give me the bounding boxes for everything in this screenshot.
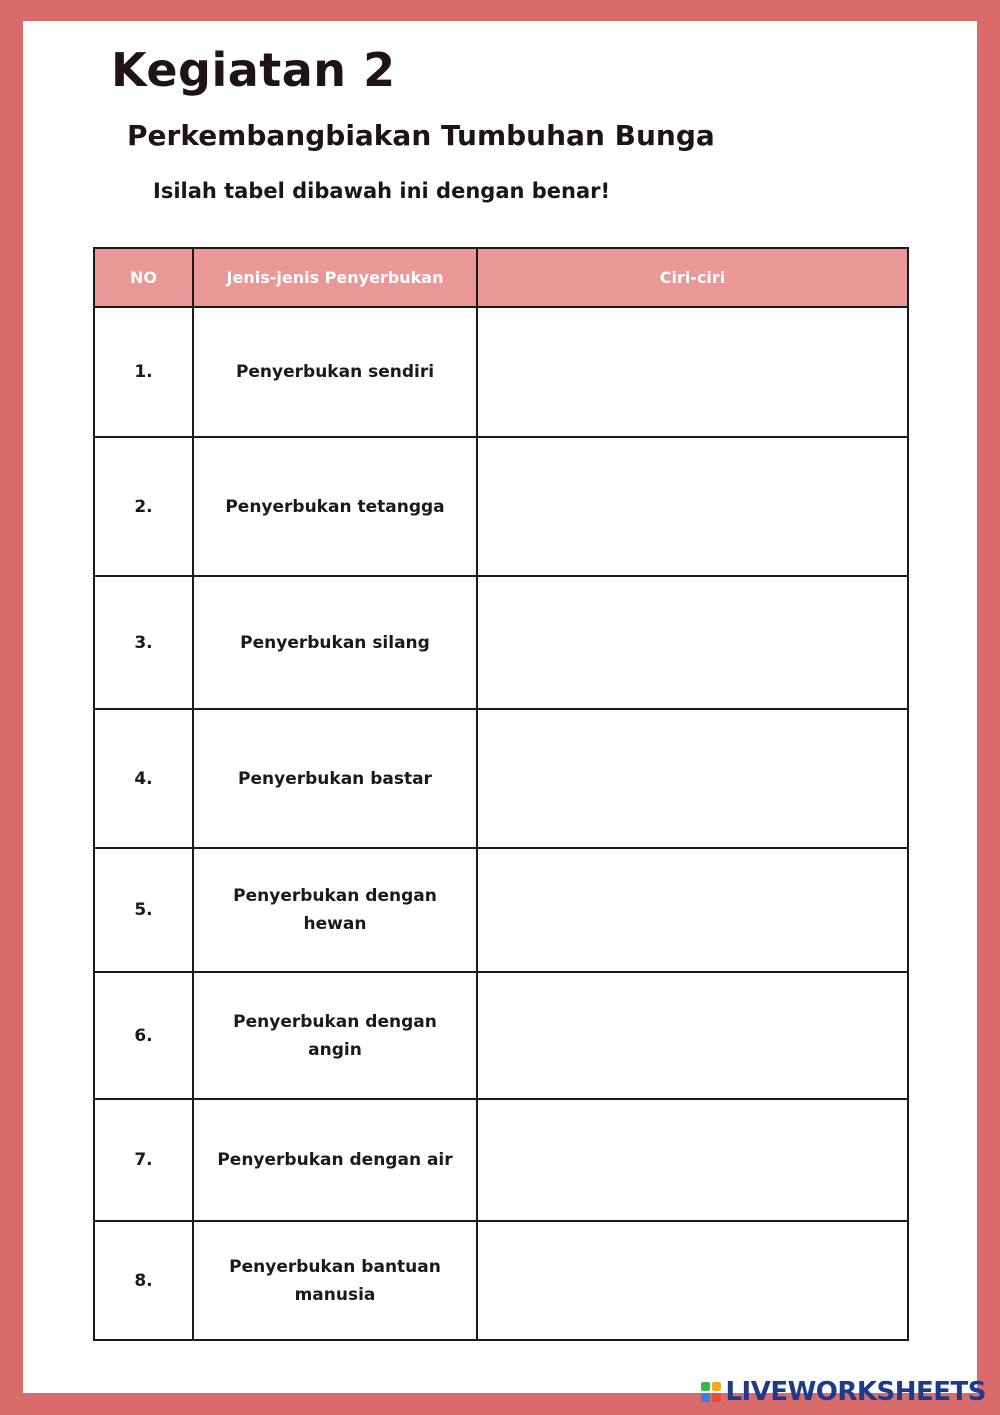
liveworksheets-logo[interactable]	[701, 1377, 986, 1407]
answer-cell[interactable]	[477, 437, 908, 576]
answer-cell[interactable]	[477, 848, 908, 972]
row-type: Penyerbukan dengan hewan	[193, 848, 477, 972]
page-subtitle: Perkembangbiakan Tumbuhan Bunga	[127, 119, 715, 152]
answer-cell[interactable]	[477, 972, 908, 1099]
table-row	[94, 972, 908, 1099]
row-number: 5.	[94, 848, 193, 972]
table-row	[94, 848, 908, 972]
header-no: NO	[94, 248, 193, 307]
row-type: Penyerbukan bantuan manusia	[193, 1221, 477, 1340]
pollination-table	[93, 247, 909, 1341]
table-row	[94, 709, 908, 848]
liveworksheets-logo-icon	[701, 1382, 721, 1402]
instruction-text: Isilah tabel dibawah ini dengan benar!	[153, 179, 611, 203]
answer-cell[interactable]	[477, 709, 908, 848]
row-type: Penyerbukan sendiri	[193, 307, 477, 437]
logo-square-icon	[712, 1393, 721, 1402]
row-type: Penyerbukan silang	[193, 576, 477, 709]
logo-square-icon	[701, 1382, 710, 1391]
table-row	[94, 1099, 908, 1221]
table-row	[94, 307, 908, 437]
answer-cell[interactable]	[477, 576, 908, 709]
row-number: 1.	[94, 307, 193, 437]
row-number: 7.	[94, 1099, 193, 1221]
logo-text: LIVEWORKSHEETS	[725, 1377, 986, 1407]
row-number: 6.	[94, 972, 193, 1099]
answer-cell[interactable]	[477, 1221, 908, 1340]
row-type: Penyerbukan tetangga	[193, 437, 477, 576]
table-row	[94, 1221, 908, 1340]
answer-cell[interactable]	[477, 1099, 908, 1221]
table-row	[94, 437, 908, 576]
row-number: 8.	[94, 1221, 193, 1340]
row-number: 2.	[94, 437, 193, 576]
row-type: Penyerbukan bastar	[193, 709, 477, 848]
logo-square-icon	[712, 1382, 721, 1391]
logo-square-icon	[701, 1393, 710, 1402]
row-type: Penyerbukan dengan angin	[193, 972, 477, 1099]
row-type: Penyerbukan dengan air	[193, 1099, 477, 1221]
row-number: 3.	[94, 576, 193, 709]
row-number: 4.	[94, 709, 193, 848]
header-jenis: Jenis-jenis Penyerbukan	[193, 248, 477, 307]
worksheet-page	[23, 21, 977, 1393]
header-ciri: Ciri-ciri	[477, 248, 908, 307]
table-header-row	[94, 248, 908, 307]
answer-cell[interactable]	[477, 307, 908, 437]
page-title: Kegiatan 2	[111, 43, 396, 97]
table-row	[94, 576, 908, 709]
